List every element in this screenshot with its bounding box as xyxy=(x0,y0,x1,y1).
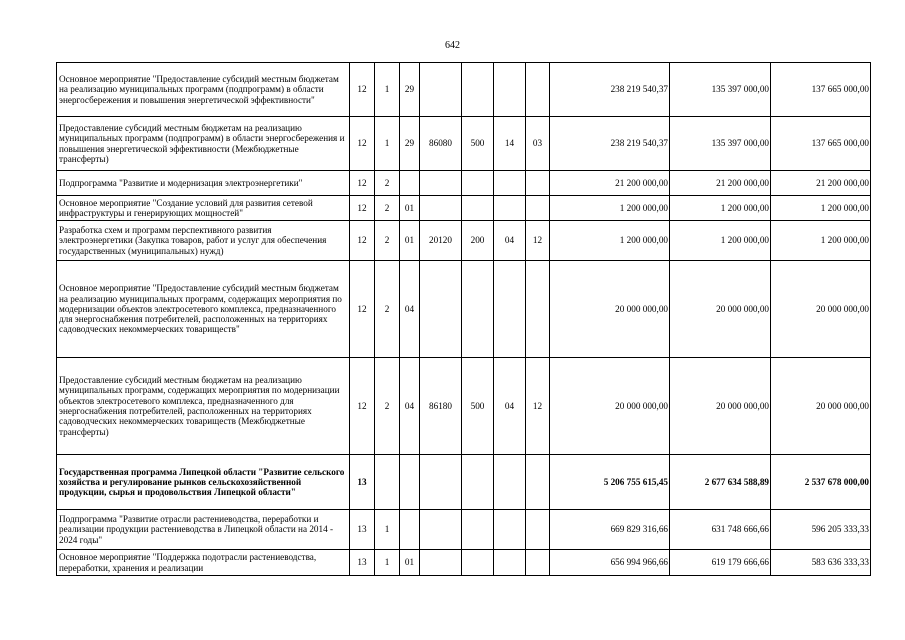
cell-c4 xyxy=(420,455,462,510)
cell-c6: 04 xyxy=(494,358,526,455)
cell-a1: 238 219 540,37 xyxy=(550,63,670,117)
cell-c1: 13 xyxy=(350,510,375,550)
table-row xyxy=(57,261,871,358)
cell-c6: 14 xyxy=(494,117,526,171)
cell-c7 xyxy=(526,171,550,196)
cell-c5: 200 xyxy=(462,221,494,261)
cell-c5 xyxy=(462,196,494,221)
cell-a1: 1 200 000,00 xyxy=(550,196,670,221)
table-row xyxy=(57,63,871,117)
cell-c4 xyxy=(420,196,462,221)
cell-c3: 01 xyxy=(400,196,420,221)
cell-c2: 1 xyxy=(375,117,400,171)
cell-a1: 669 829 316,66 xyxy=(550,510,670,550)
cell-c6 xyxy=(494,171,526,196)
cell-a3: 137 665 000,00 xyxy=(771,63,871,117)
cell-c1: 12 xyxy=(350,117,375,171)
cell-c7 xyxy=(526,510,550,550)
cell-c2: 1 xyxy=(375,510,400,550)
cell-c6 xyxy=(494,63,526,117)
cell-c7 xyxy=(526,455,550,510)
cell-c3: 01 xyxy=(400,221,420,261)
cell-name: Основное мероприятие "Предоставление субсидий местным бюджетам на реализацию муниципальных программ (подпрограмм) в области энергосбережения и повышения энергетической эффективности" xyxy=(57,63,350,117)
cell-c1: 12 xyxy=(350,196,375,221)
cell-a3: 1 200 000,00 xyxy=(771,221,871,261)
cell-c6 xyxy=(494,510,526,550)
cell-a2: 619 179 666,66 xyxy=(670,550,771,576)
cell-name: Основное мероприятие "Создание условий для развития сетевой инфраструктуры и генерирующих мощностей" xyxy=(57,196,350,221)
cell-a3: 1 200 000,00 xyxy=(771,196,871,221)
cell-a1: 21 200 000,00 xyxy=(550,171,670,196)
cell-name: Подпрограмма "Развитие отрасли растениеводства, переработки и реализации продукции растениеводства в Липецкой области на 2014 - 2024 годы" xyxy=(57,510,350,550)
cell-name: Основное мероприятие "Поддержка подотрасли растениеводства, переработки, хранения и реализации xyxy=(57,550,350,576)
cell-a3: 21 200 000,00 xyxy=(771,171,871,196)
cell-a1: 20 000 000,00 xyxy=(550,261,670,358)
cell-a2: 1 200 000,00 xyxy=(670,196,771,221)
cell-a3: 137 665 000,00 xyxy=(771,117,871,171)
cell-a1: 238 219 540,37 xyxy=(550,117,670,171)
cell-c4: 86180 xyxy=(420,358,462,455)
cell-name: Основное мероприятие "Предоставление субсидий местным бюджетам на реализацию муниципальных программ, содержащих мероприятия по модернизации объектов электросетевого комплекса, предназначенного для энергоснабжения потребителей, расположенных на территориях садоводческих некоммерческих товариществ" xyxy=(57,261,350,358)
cell-c4 xyxy=(420,510,462,550)
cell-c2: 1 xyxy=(375,550,400,576)
table-row xyxy=(57,171,871,196)
cell-c7 xyxy=(526,63,550,117)
budget-table xyxy=(56,62,871,576)
cell-c7 xyxy=(526,196,550,221)
cell-a3: 20 000 000,00 xyxy=(771,261,871,358)
cell-c3 xyxy=(400,455,420,510)
cell-c1: 12 xyxy=(350,358,375,455)
cell-c7: 12 xyxy=(526,221,550,261)
cell-c3 xyxy=(400,171,420,196)
cell-name: Предоставление субсидий местным бюджетам на реализацию муниципальных программ (подпрограмм) в области энергосбережения и повышения энергетической эффективности (Межбюджетные трансферты) xyxy=(57,117,350,171)
cell-a2: 20 000 000,00 xyxy=(670,261,771,358)
cell-c2: 2 xyxy=(375,261,400,358)
cell-c5 xyxy=(462,550,494,576)
cell-c2 xyxy=(375,455,400,510)
cell-a1: 656 994 966,66 xyxy=(550,550,670,576)
cell-c5 xyxy=(462,171,494,196)
cell-c7: 12 xyxy=(526,358,550,455)
table-row xyxy=(57,117,871,171)
cell-c1: 13 xyxy=(350,455,375,510)
cell-c1: 12 xyxy=(350,171,375,196)
cell-name: Разработка схем и программ перспективного развития электроэнергетики (Закупка товаров, работ и услуг для обеспечения государственных (муниципальных) нужд) xyxy=(57,221,350,261)
cell-a2: 20 000 000,00 xyxy=(670,358,771,455)
cell-c7: 03 xyxy=(526,117,550,171)
cell-name: Предоставление субсидий местным бюджетам на реализацию муниципальных программ, содержащих мероприятия по модернизации объектов электросетевого комплекса, предназначенного для энергоснабжения потребителей, расположенных на территориях садоводческих некоммерческих товариществ (Межбюджетные трансферты) xyxy=(57,358,350,455)
cell-a3: 596 205 333,33 xyxy=(771,510,871,550)
cell-a2: 135 397 000,00 xyxy=(670,117,771,171)
cell-c3: 04 xyxy=(400,261,420,358)
cell-c1: 13 xyxy=(350,550,375,576)
cell-c2: 2 xyxy=(375,358,400,455)
cell-c6 xyxy=(494,455,526,510)
cell-c4: 20120 xyxy=(420,221,462,261)
cell-c5 xyxy=(462,63,494,117)
cell-c2: 1 xyxy=(375,63,400,117)
page-number: 642 xyxy=(445,40,460,51)
cell-c3: 01 xyxy=(400,550,420,576)
cell-a2: 2 677 634 588,89 xyxy=(670,455,771,510)
cell-c2: 2 xyxy=(375,221,400,261)
cell-a3: 2 537 678 000,00 xyxy=(771,455,871,510)
table-row xyxy=(57,550,871,576)
cell-a2: 21 200 000,00 xyxy=(670,171,771,196)
cell-c6 xyxy=(494,261,526,358)
cell-c1: 12 xyxy=(350,63,375,117)
cell-c2: 2 xyxy=(375,196,400,221)
table-row xyxy=(57,221,871,261)
cell-c3: 29 xyxy=(400,63,420,117)
cell-c4 xyxy=(420,63,462,117)
cell-c5 xyxy=(462,261,494,358)
cell-a2: 135 397 000,00 xyxy=(670,63,771,117)
cell-c6 xyxy=(494,550,526,576)
cell-a3: 20 000 000,00 xyxy=(771,358,871,455)
cell-name: Подпрограмма "Развитие и модернизация электроэнергетики" xyxy=(57,171,350,196)
cell-a2: 1 200 000,00 xyxy=(670,221,771,261)
table-row xyxy=(57,196,871,221)
cell-name: Государственная программа Липецкой области "Развитие сельского хозяйства и регулирование рынков сельскохозяйственной продукции, сырья и продовольствия Липецкой области" xyxy=(57,455,350,510)
cell-c4: 86080 xyxy=(420,117,462,171)
cell-c3: 29 xyxy=(400,117,420,171)
table-row xyxy=(57,358,871,455)
cell-a3: 583 636 333,33 xyxy=(771,550,871,576)
cell-c5: 500 xyxy=(462,117,494,171)
table-body xyxy=(57,63,871,576)
cell-c2: 2 xyxy=(375,171,400,196)
cell-a1: 5 206 755 615,45 xyxy=(550,455,670,510)
cell-c3 xyxy=(400,510,420,550)
table-row xyxy=(57,510,871,550)
cell-a1: 1 200 000,00 xyxy=(550,221,670,261)
cell-c5 xyxy=(462,455,494,510)
cell-c1: 12 xyxy=(350,261,375,358)
cell-c1: 12 xyxy=(350,221,375,261)
cell-c5 xyxy=(462,510,494,550)
cell-c6 xyxy=(494,196,526,221)
cell-a1: 20 000 000,00 xyxy=(550,358,670,455)
cell-a2: 631 748 666,66 xyxy=(670,510,771,550)
cell-c7 xyxy=(526,261,550,358)
cell-c4 xyxy=(420,261,462,358)
cell-c7 xyxy=(526,550,550,576)
cell-c3: 04 xyxy=(400,358,420,455)
cell-c6: 04 xyxy=(494,221,526,261)
cell-c5: 500 xyxy=(462,358,494,455)
table-row xyxy=(57,455,871,510)
cell-c4 xyxy=(420,171,462,196)
cell-c4 xyxy=(420,550,462,576)
